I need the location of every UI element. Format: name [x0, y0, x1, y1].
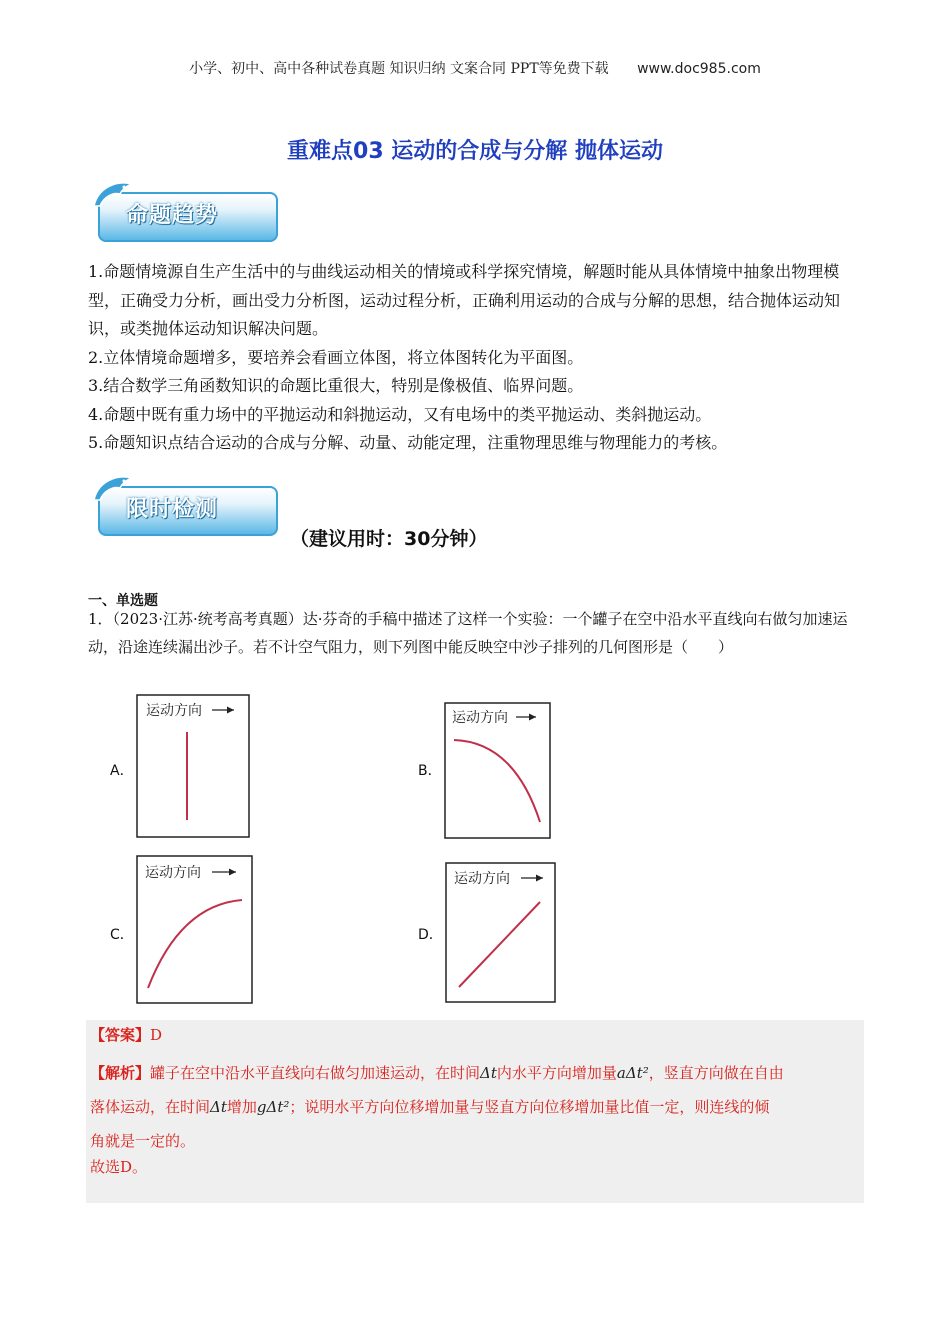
analysis-segment: 罐子在空中沿水平直线向右做匀加速运动，在时间	[150, 1064, 481, 1082]
option-c-figure[interactable]	[136, 855, 254, 1005]
option-c-caption: 运动方向	[145, 865, 201, 881]
option-c-label[interactable]: C．	[110, 927, 134, 943]
analysis-tag: 【解析】	[90, 1064, 151, 1082]
trend-badge	[92, 180, 282, 246]
option-a-caption: 运动方向	[146, 703, 202, 719]
option-b-label[interactable]: B．	[418, 763, 442, 779]
answer-panel	[86, 1020, 864, 1203]
trend-item: 1.命题情境源自生产生活中的与曲线运动相关的情境或科学探究情境，解题时能从具体情境中抽象出物理模型，正确受力分析，画出受力分析图，运动过程分析，正确利用运动的合成与分解的思想，结合抛体运动知识，或类抛体运动知识解决问题。	[88, 262, 841, 338]
question-stem	[88, 605, 868, 661]
page-header	[0, 58, 950, 78]
section-heading: 一、单选题	[88, 593, 158, 609]
analysis-segment: 内水平方向增加量	[496, 1064, 617, 1082]
analysis-segment: 落体运动，在时间	[90, 1098, 211, 1116]
answer-line	[90, 1024, 162, 1045]
option-b-caption: 运动方向	[452, 710, 508, 726]
formula-adt2: aΔt²	[616, 1064, 649, 1082]
option-a-figure[interactable]	[136, 694, 251, 839]
header-text: 小学、初中、高中各种试卷真题 知识归纳 文案合同 PPT等免费下载	[189, 61, 609, 77]
test-badge-label: 限时检测	[126, 497, 219, 522]
analysis-segment: 角就是一定的。	[90, 1132, 196, 1150]
trend-item: 2.立体情境命题增多，要培养会看画立体图，将立体图转化为平面图。	[88, 347, 584, 367]
time-hint: （建议用时：30分钟）	[290, 528, 488, 550]
formula-gdt2: gΔt²	[256, 1098, 290, 1116]
option-d-label[interactable]: D．	[418, 927, 443, 943]
option-d-figure[interactable]	[445, 862, 557, 1004]
trend-item: 4.命题中既有重力场中的平抛运动和斜抛运动，又有电场中的类平抛运动、类斜抛运动。	[88, 404, 712, 424]
analysis-text	[90, 1056, 866, 1158]
analysis-segment: 增加	[226, 1098, 257, 1116]
trend-item: 5.命题知识点结合运动的合成与分解、动量、动能定理，注重物理思维与物理能力的考核。	[88, 433, 728, 452]
trend-badge-label: 命题趋势	[126, 203, 219, 228]
option-b-figure[interactable]	[444, 702, 552, 840]
answer-tag: 【答案】	[90, 1026, 151, 1044]
trend-item: 3.结合数学三角函数知识的命题比重很大，特别是像极值、临界问题。	[88, 376, 584, 395]
test-badge	[92, 474, 282, 540]
trend-list	[88, 258, 868, 458]
answer-value: D	[150, 1026, 163, 1044]
option-a-label[interactable]: A．	[110, 763, 134, 779]
formula-dt: Δt	[210, 1098, 227, 1116]
conclusion: 故选D。	[90, 1158, 148, 1176]
analysis-segment: ；说明水平方向位移增加量与竖直方向位移增加量比值一定，则连线的倾	[289, 1098, 770, 1116]
formula-dt: Δt	[480, 1064, 497, 1082]
question-text: 1．（2023·江苏·统考高考真题）达·芬奇的手稿中描述了这样一个实验：一个罐子在空中沿水平直线向右做匀加速运动，沿途连续漏出沙子。若不计空气阻力，则下列图中能反映空中沙子排列的几何图形是（ ）	[88, 610, 848, 656]
analysis-segment: ，竖直方向做在自由	[648, 1064, 784, 1082]
option-d-caption: 运动方向	[454, 871, 510, 887]
page-title: 重难点03 运动的合成与分解 抛体运动	[287, 139, 663, 164]
header-site-link[interactable]: www.doc985.com	[637, 61, 761, 77]
